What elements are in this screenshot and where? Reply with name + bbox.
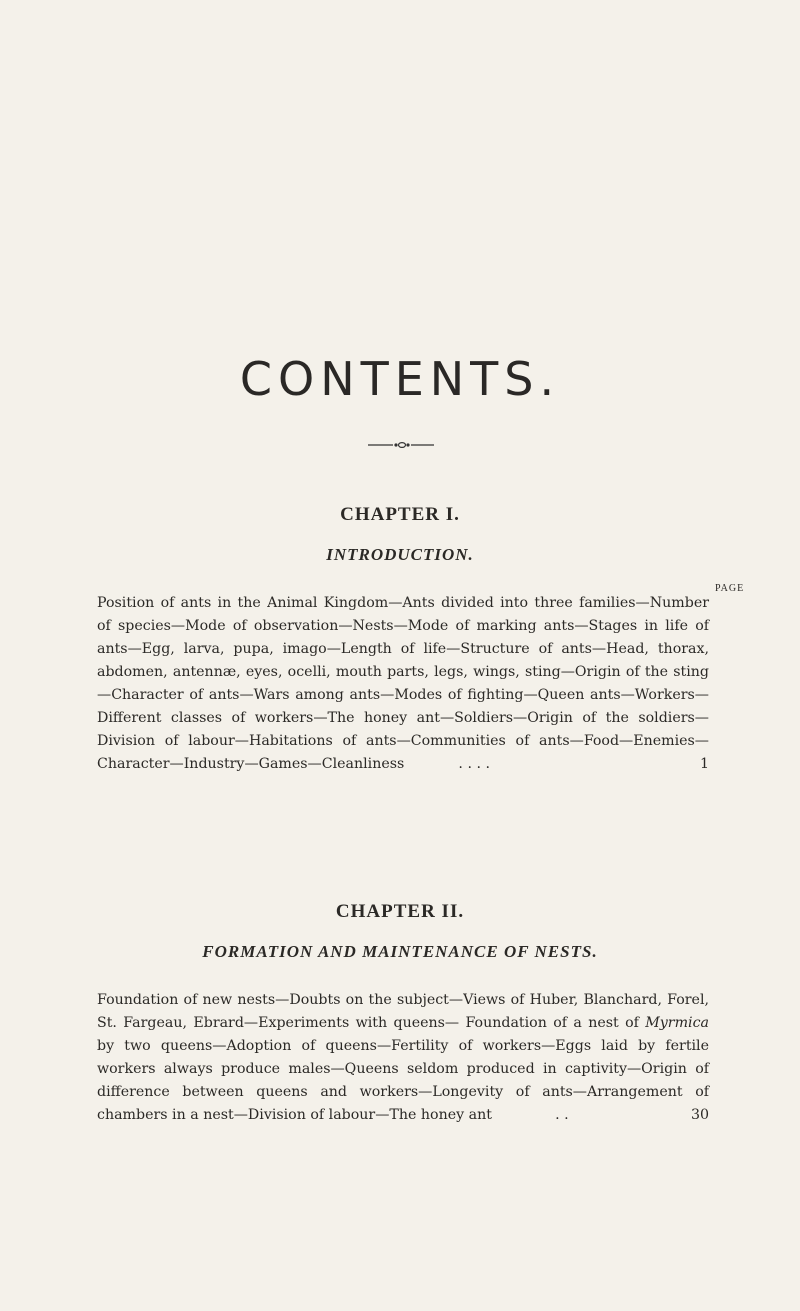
chapter-2-page-number: 30 xyxy=(690,1107,709,1123)
chapter-2-leaders: . . xyxy=(555,1107,569,1123)
page-title: CONTENTS. xyxy=(239,352,561,406)
chapter-1-heading: CHAPTER I. xyxy=(340,504,460,525)
chapter-2-summary-genus: Myrmica xyxy=(645,1015,709,1031)
chapter-2-summary-text-end: by two queens—Adoption of queens—Fertility of workers—Eggs laid by fertile workers always produce males—Queens seldom produced in captivity—Origin of difference between queens and workers—Longevity of ants—Arrangement of chambers in a nest—Division of labour—The honey ant xyxy=(97,1038,709,1123)
page-column-label: PAGE xyxy=(715,583,745,594)
chapter-2-summary-text-start: Foundation of new nests—Doubts on the subject—Views of Huber, Blanchard, Forel, St. Fargeau, Ebrard—Experiments with queens— Foundation of a nest of xyxy=(97,992,709,1031)
chapter-1-summary-text: Position of ants in the Animal Kingdom—Ants divided into three families—Number of species—Mode of observation—Nests—Mode of marking ants—Stages in life of ants—Egg, larva, pupa, imago—Length of life—Structure of ants—Head, thorax, abdomen, antennæ, eyes, ocelli, mouth parts, legs, wings, sting—Origin of the sting—Character of ants—Wars among ants—Modes of fighting—Queen ants—Workers—Different classes of workers—The honey ant—Soldiers—Origin of the soldiers—Division of labour—Habitations of ants—Communities of ants—Food—Enemies—Character—Industry—Games—Cleanliness xyxy=(97,595,709,772)
chapter-1-summary xyxy=(97,592,709,776)
title-ornament xyxy=(0,437,800,451)
chapter-2-subtitle: FORMATION AND MAINTENANCE OF NESTS. xyxy=(202,942,598,961)
chapter-1-page-number: 1 xyxy=(699,756,709,772)
chapter-1-subtitle: INTRODUCTION. xyxy=(326,545,474,564)
chapter-1-leaders: . . . . xyxy=(458,756,490,772)
chapter-2-summary xyxy=(97,989,709,1127)
chapter-2-heading: CHAPTER II. xyxy=(335,901,465,922)
